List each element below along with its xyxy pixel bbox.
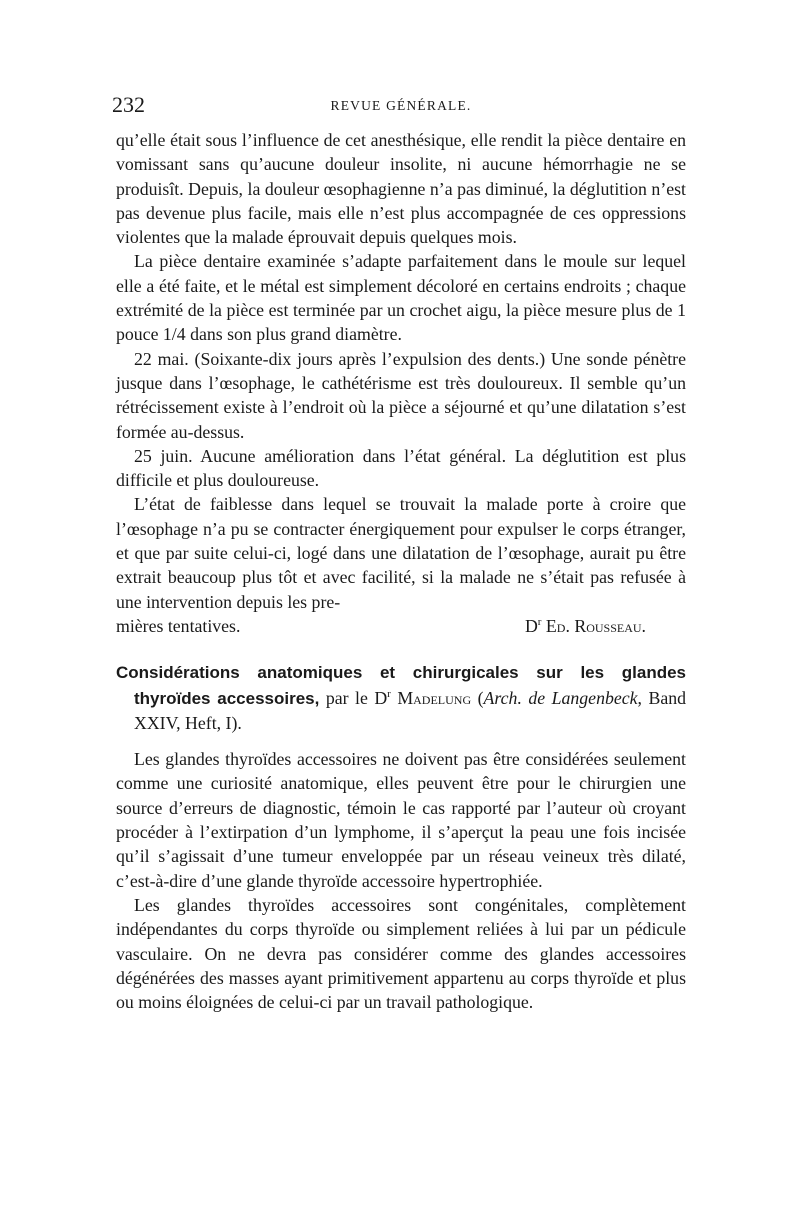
paragraph-conclusion-end: mières tentatives. [116, 615, 241, 636]
section-title: Considérations anatomiques et chirurgicales sur les glandes thyroïdes accessoires, [116, 663, 686, 708]
page [112, 92, 686, 1014]
page-number: 232 [112, 92, 145, 117]
paragraph-dental-piece: La pièce dentaire examinée s’adapte parfaitement dans le moule sur lequel elle a été faite, et le métal est simplement décoloré en certains endroits ; chaque extrémité de la pièce est terminée par un crochet aigu, la pièce mesure plus de 1 pouce 1/4 dans son plus grand diamètre. [116, 251, 686, 345]
paragraph-thyroid-intro: Les glandes thyroïdes accessoires ne doivent pas être considérées seulement comme une curiosité anatomique, elles peuvent être pour le chirurgien une source d’erreurs de diagnostic, témoin le cas rapporté par l’auteur où croyant procéder à l’extirpation d’un lymphome, il s’aperçut la peau une fois incisée qu’il s’agissait d’une tumeur enveloppée par un réseau veineux très dilaté, c’est-à-dire d’une glande thyroïde accessoire hypertrophiée. [116, 749, 686, 891]
running-title: REVUE GÉNÉRALE. [330, 98, 472, 113]
paragraph-may-22: 22 mai. (Soixante-dix jours après l’expulsion des dents.) Une sonde pénètre jusque dans l’œsophage, le cathétérisme est très douloureux. Il semble qu’un rétrécissement existe à l’endroit où la pièce a séjourné et qu’une dilatation s’est formée au-dessus. [116, 348, 686, 442]
section-author: Madelung [397, 687, 472, 708]
paragraph-continuation: qu’elle était sous l’influence de cet anesthésique, elle rendit la pièce dentaire en vomissant sans qu’aucune douleur insolite, ni aucune hémorrhagie ne se produisît. Depuis, la douleur œsophagienne n’a pas diminué, la déglutition n’est pas devenue plus facile, mais elle n’est plus accompagnée de ces oppressions violentes que la malade éprouvait depuis quelques mois. [116, 130, 686, 248]
section-heading: Considérations anatomiques et chirurgicales sur les glandes thyroïdes accessoires, par le $D^r$ Madelung (Arch. de Langenbeck, Band XXIV, Heft, I). [116, 663, 686, 733]
page-header [112, 92, 686, 128]
journal-reference: Arch. de Langenbeck [483, 687, 638, 708]
paragraph-thyroid-congenital: Les glandes thyroïdes accessoires sont congénitales, complètement indépendantes du corps thyroïde ou simplement reliées à lui par un pédicule vasculaire. On ne devra pas considérer comme des glandes accessoires dégénérées des masses ayant primitivement appartenu au corps thyroïde et plus ou moins éloignées de celui-ci par un travail pathologique. [116, 894, 686, 1013]
signature-line [116, 614, 686, 638]
paragraph-june-25: 25 juin. Aucune amélioration dans l’état général. La déglutition est plus difficile et plus douloureuse. [116, 445, 686, 491]
paragraph-conclusion: L’état de faiblesse dans lequel se trouvait la malade porte à croire que l’œsophage n’a pu se contracter énergiquement pour expulser le corps étranger, et que par suite celui-ci, logé dans une dilatation de l’œsophage, aurait pu être extrait beaucoup plus tôt et avec facilité, si la malade ne s’était pas refusée à une intervention depuis les pre- [116, 494, 686, 612]
author-signature: $D^r$ Ed. Rousseau. [524, 615, 646, 636]
